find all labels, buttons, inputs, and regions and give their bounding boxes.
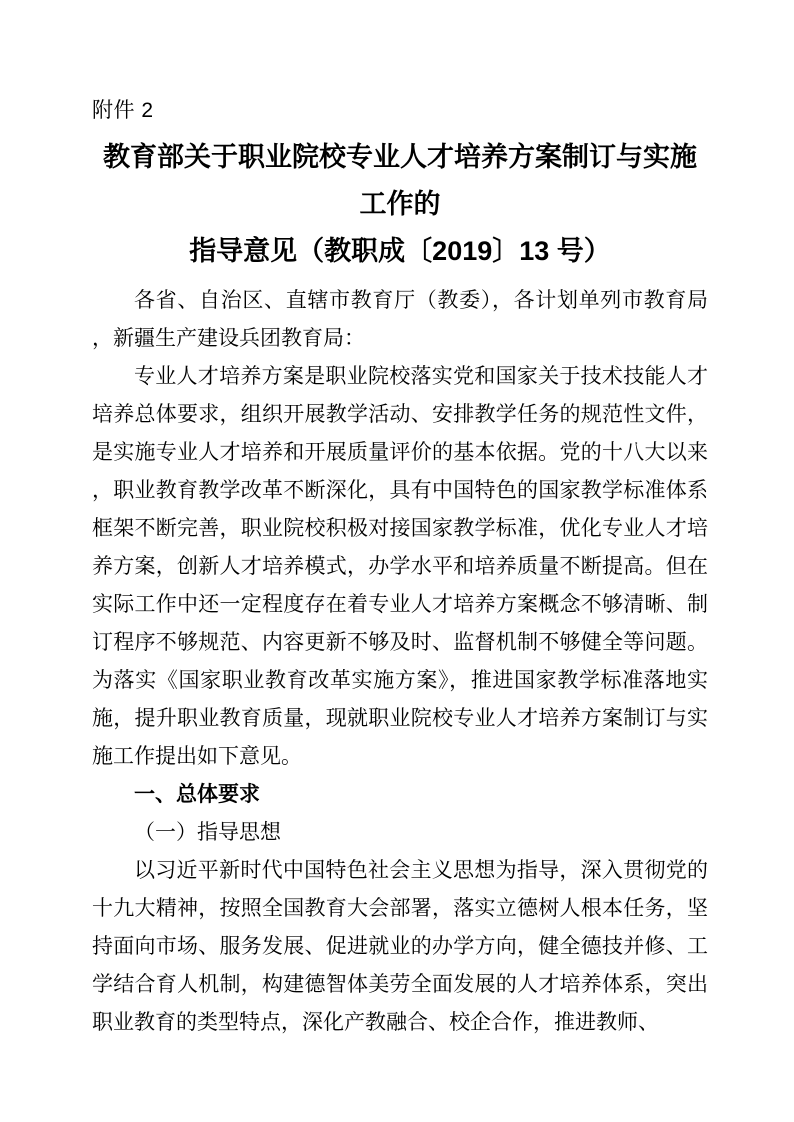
intro-paragraph: 专业人才培养方案是职业院校落实党和国家关于技术技能人才培养总体要求，组织开展教学活动、安排教学任务的规范性文件，是实施专业人才培养和开展质量评价的基本依据。党的十八大以来，职业教育教学改革不断深化，具有中国特色的国家教学标准体系框架不断完善，职业院校积极对接国家教学标准，优化专业人才培养方案，创新人才培养模式，办学水平和培养质量不断提高。但在实际工作中还一定程度存在着专业人才培养方案概念不够清晰、制订程序不够规范、内容更新不够及时、监督机制不够健全等问题。为落实《国家职业教育改革实施方案》，推进国家教学标准落地实施，提升职业教育质量，现就职业院校专业人才培养方案制订与实施工作提出如下意见。 — [92, 364, 708, 768]
section-heading-overall-requirements: 一、总体要求 — [134, 782, 260, 806]
document-title-line-1: 教育部关于职业院校专业人才培养方案制订与实施工作的 — [103, 142, 697, 219]
document-title-line-2: 指导意见（教职成〔2019〕13 号） — [189, 236, 611, 266]
document-title — [92, 134, 708, 275]
salutation-paragraph: 各省、自治区、直辖市教育厅（教委），各计划单列市教育局，新疆生产建设兵团教育局： — [92, 288, 708, 350]
subsection-heading-guiding-ideology: （一）指导思想 — [134, 820, 281, 844]
document-body — [92, 281, 708, 1041]
attachment-label: 附件 2 — [92, 99, 154, 122]
guiding-ideology-paragraph: 以习近平新时代中国特色社会主义思想为指导，深入贯彻党的十九大精神，按照全国教育大会部署，落实立德树人根本任务，坚持面向市场、服务发展、促进就业的办学方向，健全德技并修、工学结合育人机制，构建德智体美劳全面发展的人才培养体系，突出职业教育的类型特点，深化产教融合、校企合作，推进教师、 — [92, 858, 708, 1034]
document-content — [92, 97, 708, 1041]
